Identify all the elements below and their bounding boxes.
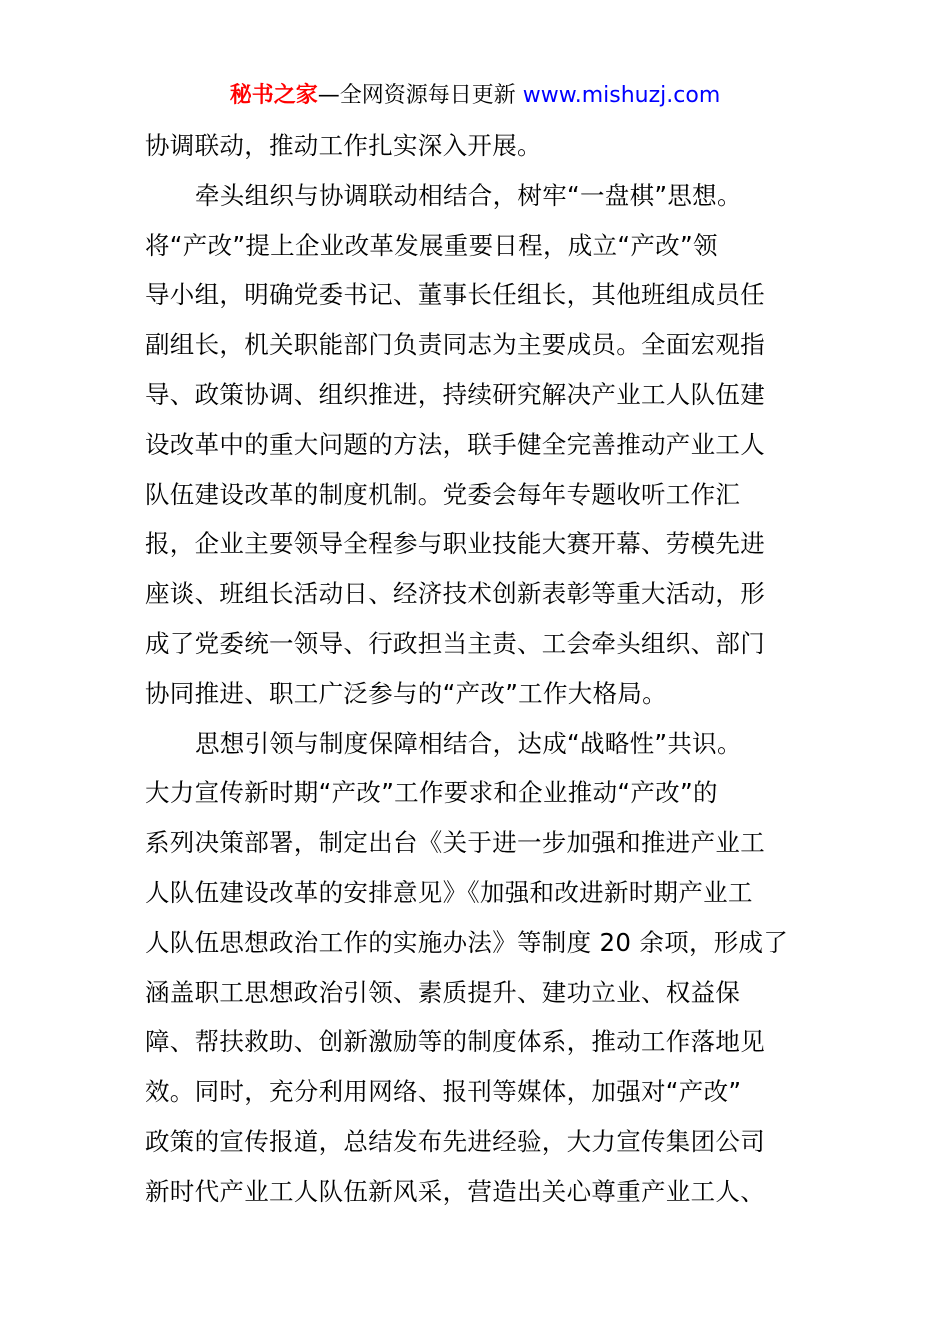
text-line: 报，企业主要领导全程参与职业技能大赛开幕、劳模先进 — [145, 529, 765, 559]
text-line: 协调联动，推动工作扎实深入开展。 — [145, 131, 542, 160]
text-line: 座谈、班组长活动日、经济技术创新表彰等重大活动，形 — [145, 579, 765, 609]
paragraph-1 — [145, 121, 809, 171]
text-line: 设改革中的重大问题的方法，联手健全完善推动产业工人 — [145, 429, 765, 459]
text-line: 人队伍思想政治工作的实施办法》等制度 20 余项，形成了 — [145, 927, 789, 957]
text-line: 涵盖职工思想政治引领、素质提升、建功立业、权益保 — [145, 977, 741, 1007]
text-line: 牵头组织与协调联动相结合，树牢“一盘棋”思想。 — [195, 180, 742, 210]
site-brand: 秘书之家 — [229, 83, 318, 108]
text-line: 新时代产业工人队伍新风采，营造出关心尊重产业工人、 — [145, 1176, 765, 1206]
text-line: 成了党委统一领导、行政担当主责、工会牵头组织、部门 — [145, 628, 765, 658]
text-line: 队伍建设改革的制度机制。党委会每年专题收听工作汇 — [145, 479, 741, 509]
text-line: 效。同时，充分利用网络、报刊等媒体，加强对“产改” — [145, 1077, 742, 1107]
text-line: 导、政策协调、组织推进，持续研究解决产业工人队伍建 — [145, 379, 765, 409]
document-body — [145, 121, 809, 1217]
text-line: 政策的宣传报道，总结发布先进经验，大力宣传集团公司 — [145, 1126, 765, 1156]
text-line: 人队伍建设改革的安排意见》《加强和改进新时期产业工 — [145, 877, 753, 907]
text-line: 思想引领与制度保障相结合，达成“战略性”共识。 — [195, 728, 742, 758]
site-url-link[interactable]: www.mishuzj.com — [522, 83, 721, 108]
text-line: 系列决策部署，制定出台《关于进一步加强和推进产业工 — [145, 828, 765, 858]
site-tagline: —全网资源每日更新 — [317, 83, 516, 108]
text-line: 大力宣传新时期“产改”工作要求和企业推动“产改”的 — [145, 778, 718, 808]
paragraph-3 — [145, 719, 809, 1217]
text-line: 障、帮扶救助、创新激励等的制度体系，推动工作落地见 — [145, 1027, 765, 1057]
text-line: 将“产改”提上企业改革发展重要日程，成立“产改”领 — [145, 230, 718, 260]
text-line: 导小组，明确党委书记、董事长任组长，其他班组成员任 — [145, 280, 765, 310]
text-line: 副组长，机关职能部门负责同志为主要成员。全面宏观指 — [145, 330, 765, 360]
paragraph-2 — [145, 171, 809, 719]
site-header — [0, 80, 950, 112]
text-line: 协同推进、职工广泛参与的“产改”工作大格局。 — [145, 678, 667, 708]
